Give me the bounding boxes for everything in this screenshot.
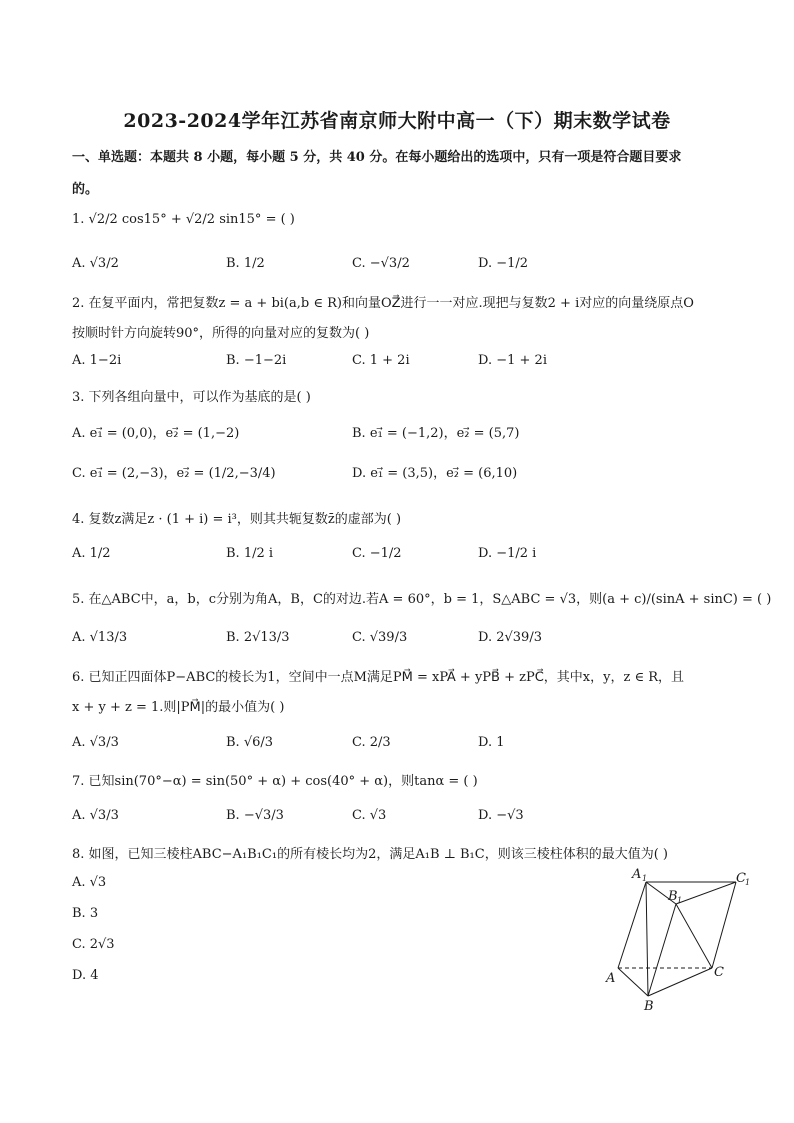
label-a1: A xyxy=(632,868,642,882)
q8-option-b: B. 3 xyxy=(72,906,99,921)
edge-a-b xyxy=(618,968,648,996)
q2-option-c: C. 1 + 2i xyxy=(352,353,410,368)
q4-option-b: B. 1/2 i xyxy=(226,546,274,561)
q1-option-b: B. 1/2 xyxy=(226,256,265,271)
question-5: 5. 在△ABC中，a，b，c分别为角A，B，C的对边.若A = 60°，b = 1，S△ABC = √3，则(a + c)/(sinA + sinC) = ( ) xyxy=(72,592,772,607)
q3-option-d: D. e₁⃗ = (3,5)，e₂⃗ = (6,10) xyxy=(352,466,518,481)
label-a1-sub: 1 xyxy=(642,874,648,883)
label-c1-sub: 1 xyxy=(745,878,751,887)
page-title: 2023-2024学年江苏省南京师大附中高一（下）期末数学试卷 xyxy=(123,110,671,132)
label-a: A xyxy=(606,971,616,986)
edge-b1-c1 xyxy=(676,882,736,904)
section-heading: 一、单选题：本题共 8 小题，每小题 5 分，共 40 分。在每小题给出的选项中，只有一项是符合题目要求 xyxy=(72,150,682,165)
q7-option-c: C. √3 xyxy=(352,808,387,823)
q5-option-a: A. √13/3 xyxy=(72,630,128,645)
q3-option-b: B. e₁⃗ = (−1,2)，e₂⃗ = (5,7) xyxy=(352,426,520,441)
q4-option-c: C. −1/2 xyxy=(352,546,402,561)
q5-option-d: D. 2√39/3 xyxy=(478,630,542,645)
q5-option-b: B. 2√13/3 xyxy=(226,630,290,645)
question-6-cont: x + y + z = 1.则|PM⃗|的最小值为( ) xyxy=(72,700,285,715)
q6-option-d: D. 1 xyxy=(478,735,505,750)
q2-option-a: A. 1−2i xyxy=(72,353,122,368)
edge-c-c1 xyxy=(712,882,736,968)
q3-option-c: C. e₁⃗ = (2,−3)，e₂⃗ = (1/2,−3/4) xyxy=(72,466,276,481)
edge-b-c xyxy=(648,968,712,996)
question-2: 2. 在复平面内，常把复数z = a + bi(a,b ∈ R)和向量OZ⃗进行一一对应.现把与复数2 + i对应的向量绕原点O xyxy=(72,296,694,311)
q7-option-d: D. −√3 xyxy=(478,808,524,823)
q1-option-d: D. −1/2 xyxy=(478,256,529,271)
question-6: 6. 已知正四面体P−ABC的棱长为1，空间中一点M满足PM⃗ = xPA⃗ + yPB⃗ + zPC⃗，其中x，y，z ∈ R，且 xyxy=(72,670,684,685)
label-b: B xyxy=(644,999,654,1014)
question-8: 8. 如图，已知三棱柱ABC−A₁B₁C₁的所有棱长均为2，满足A₁B ⊥ B₁C，则该三棱柱体积的最大值为( ) xyxy=(72,847,668,862)
q6-option-a: A. √3/3 xyxy=(72,735,119,750)
question-7: 7. 已知sin(70°−α) = sin(50° + α) + cos(40° + α)，则tanα = ( ) xyxy=(72,774,478,789)
q8-option-d: D. 4 xyxy=(72,968,99,983)
q1-option-a: A. √3/2 xyxy=(72,256,119,271)
prism-diagram xyxy=(600,868,760,1018)
edge-a-a1 xyxy=(618,882,646,968)
q8-option-a: A. √3 xyxy=(72,875,107,890)
label-c1: C xyxy=(736,871,746,886)
diagonal-b1-c xyxy=(676,904,712,968)
q3-option-a: A. e₁⃗ = (0,0)，e₂⃗ = (1,−2) xyxy=(72,426,240,441)
question-3: 3. 下列各组向量中，可以作为基底的是( ) xyxy=(72,390,311,405)
q4-option-a: A. 1/2 xyxy=(72,546,111,561)
q6-option-c: C. 2/3 xyxy=(352,735,391,750)
q6-option-b: B. √6/3 xyxy=(226,735,274,750)
prism-figure xyxy=(600,868,760,1018)
section-heading-cont: 的。 xyxy=(72,182,99,197)
q2-option-b: B. −1−2i xyxy=(226,353,287,368)
label-b1: B xyxy=(668,889,678,904)
edge-b-b1 xyxy=(648,904,676,996)
label-b1-sub: 1 xyxy=(677,896,683,905)
q4-option-d: D. −1/2 i xyxy=(478,546,537,561)
q8-option-c: C. 2√3 xyxy=(72,937,115,952)
question-1: 1. √2/2 cos15° + √2/2 sin15° = ( ) xyxy=(72,212,295,227)
q5-option-c: C. √39/3 xyxy=(352,630,408,645)
q2-option-d: D. −1 + 2i xyxy=(478,353,547,368)
diagonal-a1-b xyxy=(646,882,648,996)
q7-option-a: A. √3/3 xyxy=(72,808,119,823)
q1-option-c: C. −√3/2 xyxy=(352,256,410,271)
label-c: C xyxy=(714,965,724,980)
question-4: 4. 复数z满足z · (1 + i) = i³，则其共轭复数z̄的虚部为( ) xyxy=(72,512,402,527)
question-2-cont: 按顺时针方向旋转90°，所得的向量对应的复数为( ) xyxy=(72,326,370,341)
q7-option-b: B. −√3/3 xyxy=(226,808,284,823)
